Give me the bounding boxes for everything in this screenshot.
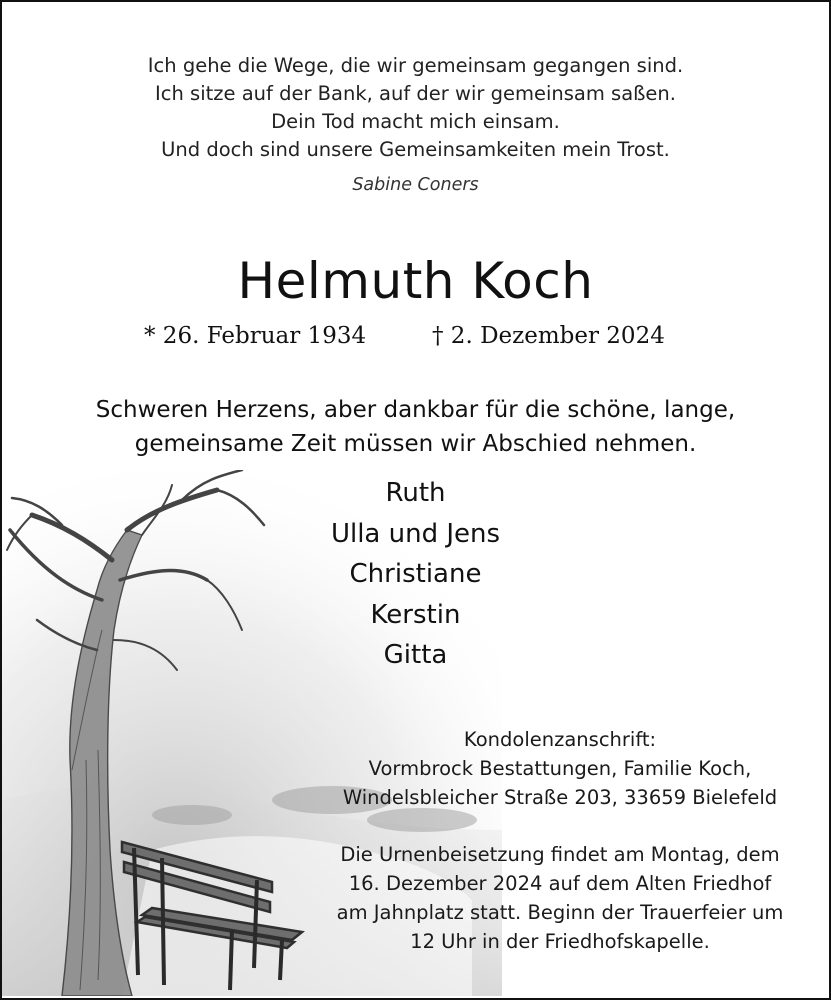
family-list (0, 473, 831, 676)
poem-line: Ich gehe die Wege, die wir gemeinsam gegangen sind. (147, 54, 684, 77)
funeral-line: Die Urnenbeisetzung findet am Montag, dem (340, 843, 780, 866)
poem-author: Sabine Coners (352, 175, 479, 195)
poem (0, 52, 831, 164)
death-date: † 2. Dezember 2024 (432, 323, 665, 349)
message-line: gemeinsame Zeit müssen wir Abschied nehmen. (134, 431, 697, 457)
funeral-notice (300, 840, 820, 956)
family-member: Christiane (349, 559, 482, 589)
condolence-line: Vormbrock Bestattungen, Familie Koch, (368, 757, 752, 780)
family-member: Ulla und Jens (330, 518, 501, 549)
condolence-address (300, 725, 820, 812)
funeral-line: 16. Dezember 2024 auf dem Alten Friedhof (348, 872, 772, 895)
farewell-message (0, 393, 831, 461)
birth-date: * 26. Februar 1934 (144, 323, 367, 349)
family-member: Gitta (383, 640, 448, 670)
family-member: Ruth (385, 478, 446, 508)
poem-line: Und doch sind unsere Gemeinsamkeiten mein Trost. (161, 138, 670, 161)
poem-line: Ich sitze auf der Bank, auf der wir gemeinsam saßen. (155, 82, 676, 105)
condolence-line: Kondolenzanschrift: (463, 728, 657, 751)
family-member: Kerstin (370, 599, 461, 630)
deceased-name: Helmuth Koch (237, 252, 594, 310)
message-line: Schweren Herzens, aber dankbar für die schöne, lange, (95, 397, 736, 423)
poem-line: Dein Tod macht mich einsam. (271, 110, 560, 133)
condolence-line: Windelsbleicher Straße 203, 33659 Bielefeld (342, 786, 778, 809)
funeral-line: 12 Uhr in der Friedhofskapelle. (410, 930, 710, 953)
funeral-line: am Jahnplatz statt. Beginn der Trauerfeier um (336, 901, 784, 924)
